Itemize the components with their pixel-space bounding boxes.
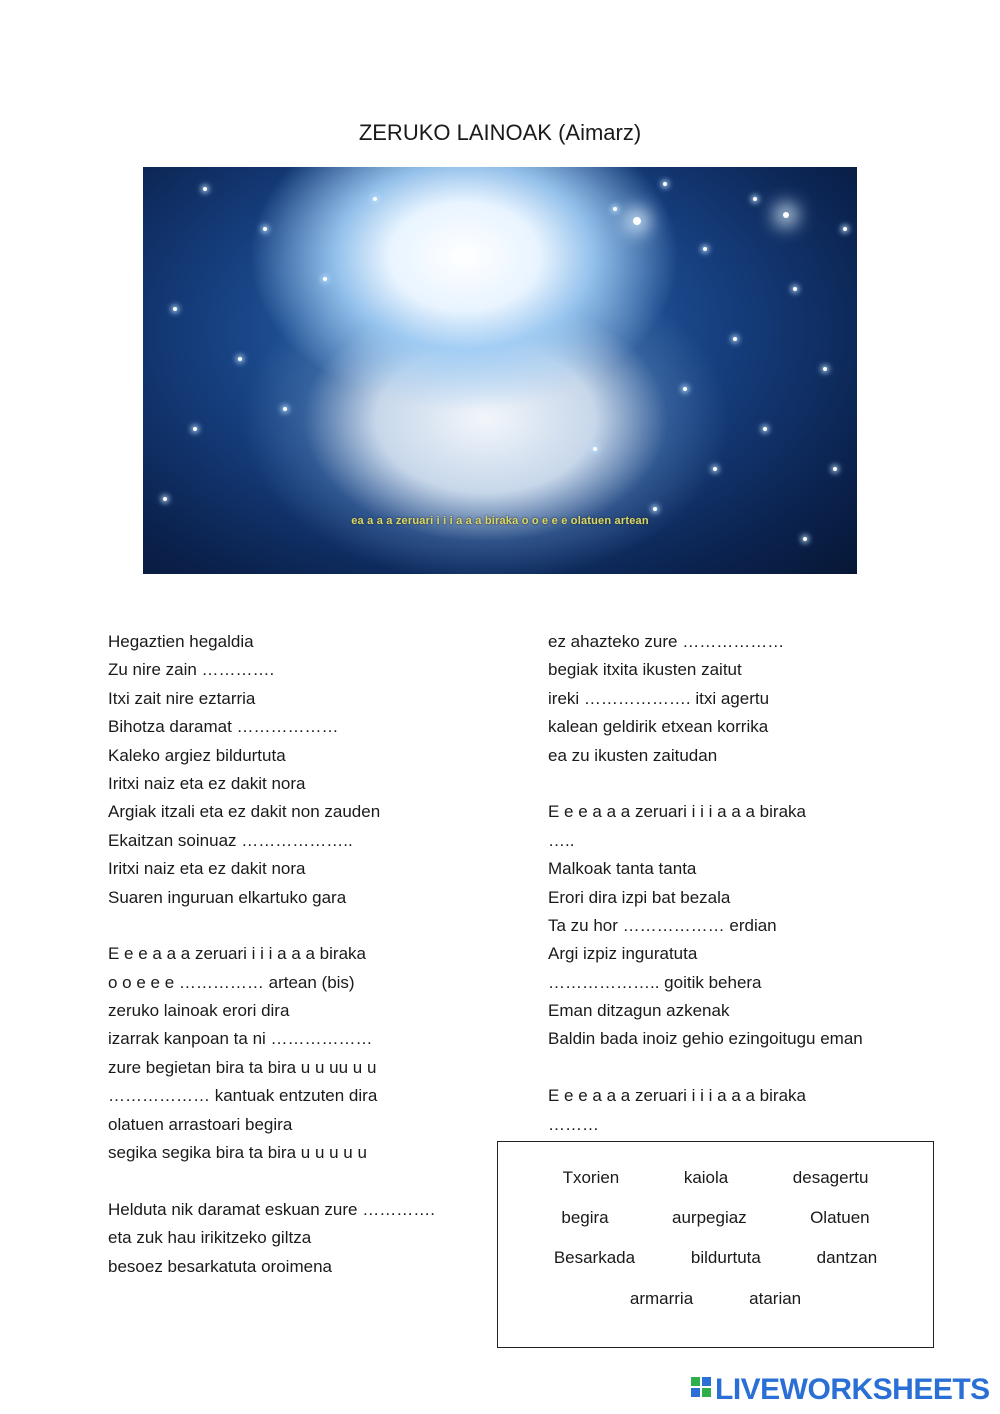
bright-star xyxy=(783,212,789,218)
lyric-line: Iritxi naiz eta ez dakit nora xyxy=(108,859,306,879)
word-bank-word: dantzan xyxy=(816,1248,878,1267)
lyric-line: Argi izpiz inguratuta xyxy=(548,944,698,964)
lyric-line: E e e a a a zeruari i i i a a a biraka xyxy=(548,802,806,822)
word-bank-word: atarian xyxy=(749,1289,802,1308)
lyric-line: o o e e e …………… artean (bis) xyxy=(108,972,355,992)
lyric-line: Hegaztien hegaldia xyxy=(108,632,254,651)
star xyxy=(373,197,377,201)
word-bank-row xyxy=(498,1208,933,1228)
star xyxy=(193,427,197,431)
word-bank-word: armarria xyxy=(629,1289,694,1308)
lyric-line: kalean geldirik etxean korrika xyxy=(548,717,769,737)
star xyxy=(793,287,797,291)
star xyxy=(803,537,807,541)
word-bank-row xyxy=(498,1248,933,1268)
lyric-line: segika segika bira ta bira u u u u u xyxy=(108,1143,367,1163)
word-bank-row xyxy=(498,1168,933,1188)
lyric-line: Ta zu hor ……………… erdian xyxy=(548,915,777,935)
lyric-line: E e e a a a zeruari i i i a a a biraka xyxy=(108,944,366,964)
lyric-line: Erori dira izpi bat bezala xyxy=(548,887,731,907)
lyric-line: Zu nire zain …………. xyxy=(108,660,275,680)
word-bank-box xyxy=(497,1141,934,1348)
word-bank-word: Besarkada xyxy=(553,1248,636,1267)
star xyxy=(843,227,847,231)
lyric-line xyxy=(108,1167,435,1195)
word-bank-word: Olatuen xyxy=(810,1208,870,1227)
lyric-line: E e e a a a zeruari i i i a a a biraka xyxy=(548,1086,806,1106)
lyric-line: begiak itxita ikusten zaitut xyxy=(548,660,742,680)
lyric-line xyxy=(548,1054,863,1082)
star xyxy=(203,187,207,191)
lyric-line: ……… xyxy=(548,1114,599,1134)
lyric-line: Kaleko argiez bildurtuta xyxy=(108,745,286,765)
liveworksheets-logo xyxy=(691,1374,990,1406)
lyric-line: izarrak kanpoan ta ni ……………… xyxy=(108,1029,373,1049)
star xyxy=(163,497,167,501)
star xyxy=(753,197,757,201)
star xyxy=(613,207,617,211)
star xyxy=(713,467,717,471)
word-bank-row xyxy=(498,1289,933,1309)
video-subtitle: ea a a a zeruari i i i a a a biraka o o e e e olatuen artean xyxy=(351,515,649,527)
lyric-line: ireki ………………. itxi agertu xyxy=(548,688,770,708)
star xyxy=(263,227,267,231)
lyric-line: Argiak itzali eta ez dakit non zauden xyxy=(108,802,381,822)
lyric-line: Bihotza daramat ……………… xyxy=(108,717,339,737)
star xyxy=(173,307,177,311)
lyric-line: Malkoak tanta tanta xyxy=(548,859,697,879)
word-bank-word: desagertu xyxy=(792,1168,869,1187)
lyric-line: besoez besarkatuta oroimena xyxy=(108,1256,332,1276)
word-bank-word: bildurtuta xyxy=(690,1248,761,1267)
lyric-line: Suaren inguruan elkartuko gara xyxy=(108,887,347,907)
lyrics-right-column xyxy=(548,628,863,1139)
star xyxy=(283,407,287,411)
worksheet-title: ZERUKO LAINOAK (Aimarz) xyxy=(358,120,642,145)
star xyxy=(238,357,242,361)
star xyxy=(733,337,737,341)
lyric-line: Ekaitzan soinuaz ……………….. xyxy=(108,830,353,850)
lyric-line: ….. xyxy=(548,830,575,850)
lyric-line: Itxi zait nire eztarria xyxy=(108,688,256,708)
word-bank-word: kaiola xyxy=(683,1168,729,1187)
lyric-line xyxy=(108,912,435,940)
star xyxy=(663,182,667,186)
star xyxy=(323,277,327,281)
lyric-line: ea zu ikusten zaitudan xyxy=(548,745,718,765)
logo-mark-icon xyxy=(691,1377,713,1403)
lyric-line: olatuen arrastoari begira xyxy=(108,1114,293,1134)
lyric-line: ez ahazteko zure ……………… xyxy=(548,632,785,651)
star xyxy=(823,367,827,371)
video-still-image xyxy=(143,167,857,574)
star xyxy=(763,427,767,431)
lyric-line: Iritxi naiz eta ez dakit nora xyxy=(108,773,306,793)
lyric-line xyxy=(548,770,863,798)
lyric-line: ……………… kantuak entzuten dira xyxy=(108,1086,378,1106)
star xyxy=(593,447,597,451)
star xyxy=(683,387,687,391)
lyrics-left-column xyxy=(108,628,435,1281)
lyric-line: Baldin bada inoiz gehio ezingoitugu eman xyxy=(548,1029,863,1049)
star xyxy=(833,467,837,471)
lyric-line: Helduta nik daramat eskuan zure …………. xyxy=(108,1199,435,1219)
lyric-line: zure begietan bira ta bira u u uu u u xyxy=(108,1057,377,1077)
star xyxy=(653,507,657,511)
word-bank-word: begira xyxy=(561,1208,609,1227)
word-bank-word: Txorien xyxy=(562,1168,620,1187)
lyric-line: Eman ditzagun azkenak xyxy=(548,1001,730,1021)
lyric-line: zeruko lainoak erori dira xyxy=(108,1001,290,1021)
word-bank-word: aurpegiaz xyxy=(672,1208,747,1227)
star xyxy=(703,247,707,251)
lyric-line: ……………….. goitik behera xyxy=(548,972,762,992)
bright-star xyxy=(633,217,641,225)
lyric-line: eta zuk hau irikitzeko giltza xyxy=(108,1228,312,1248)
logo-text: LIVEWORKSHEETS xyxy=(715,1373,990,1406)
